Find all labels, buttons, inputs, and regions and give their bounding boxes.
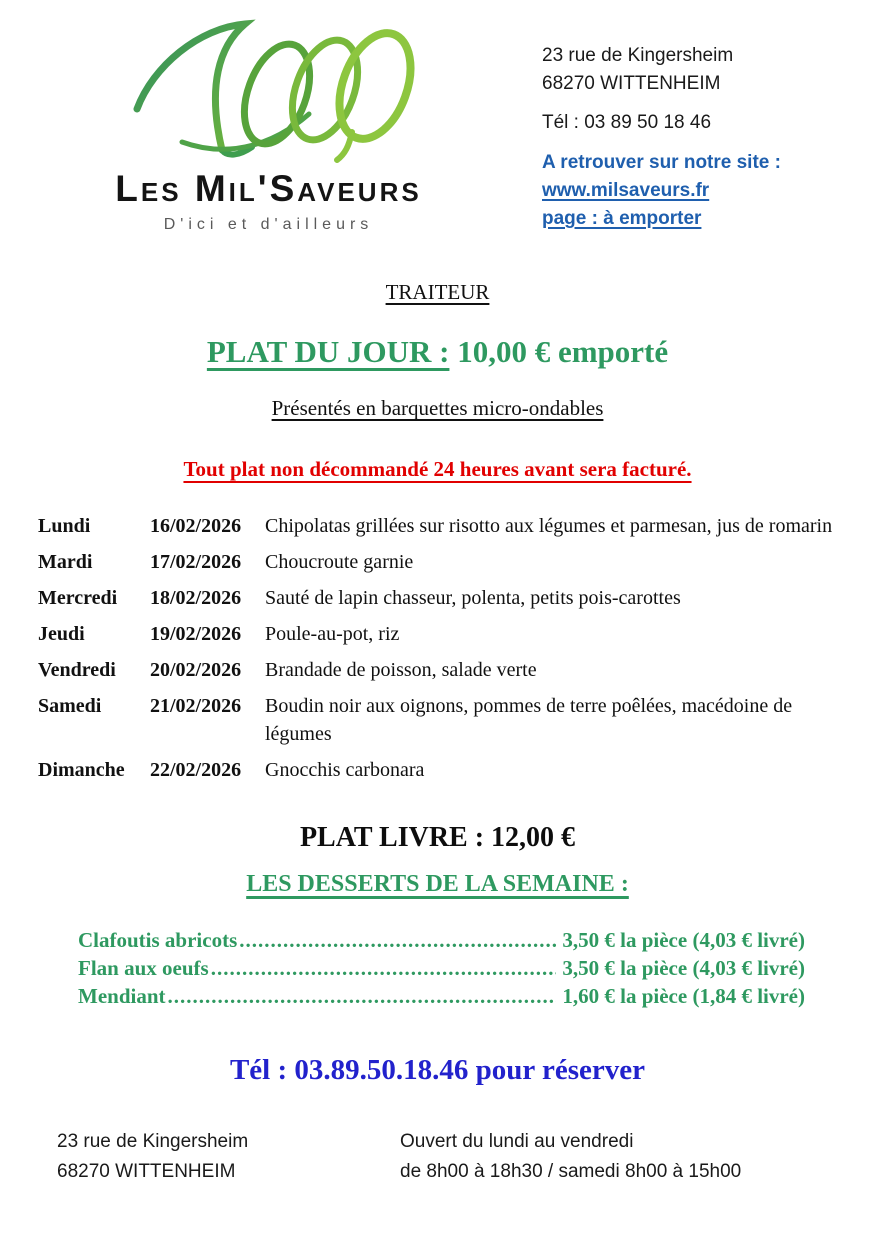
dot-leader [168,982,557,1010]
dessert-name: Clafoutis abricots [78,928,238,952]
dessert-row [78,982,805,1010]
menu-day: Vendredi [38,659,116,681]
dessert-row [78,954,805,982]
menu-date: 21/02/2026 [150,695,242,717]
menu-dish: Brandade de poisson, salade verte [265,659,537,681]
reservation-phone: Tél : 03.89.50.18.46 pour réserver [229,1054,646,1086]
plat-du-jour-heading [0,334,875,370]
menu-day: Mercredi [38,587,118,609]
menu-date: 17/02/2026 [150,551,242,573]
menu-date: 22/02/2026 [150,759,242,781]
menu-day: Lundi [38,515,91,537]
brand-logo-swirl-icon [127,14,427,164]
footer-hours-line1: Ouvert du lundi au vendredi [400,1131,634,1152]
desserts-list [0,926,875,1010]
plat-du-jour-price: 10,00 € emporté [449,334,669,369]
footer-address-line2: 68270 WITTENHEIM [57,1161,236,1182]
footer-address-line1: 23 rue de Kingersheim [57,1131,249,1152]
menu-dish: Sauté de lapin chasseur, polenta, petits pois-carottes [265,587,681,609]
contact-phone: Tél : 03 89 50 18 46 [542,112,712,133]
contact-block [542,14,875,234]
packaging-note: Présentés en barquettes micro-ondables [271,396,604,420]
dessert-price: 3,50 € la pièce (4,03 € livré) [562,928,805,952]
section-title: TRAITEUR [385,280,490,304]
dessert-row [78,926,805,954]
footer [0,1127,875,1187]
contact-address-line1: 23 rue de Kingersheim [542,45,734,66]
menu-day: Dimanche [38,759,125,781]
menu-date: 18/02/2026 [150,587,242,609]
contact-address-line2: 68270 WITTENHEIM [542,73,721,94]
menu-dish: Boudin noir aux oignons, pommes de terre poêlées, macédoine de légumes [265,695,793,745]
dot-leader [239,926,556,954]
plat-du-jour-label: PLAT DU JOUR : [206,334,450,369]
header [0,0,875,234]
dot-leader [211,954,557,982]
plat-livre-heading: PLAT LIVRE : 12,00 € [299,822,576,853]
menu-dish: Gnocchis carbonara [265,759,425,781]
menu-day: Samedi [38,695,102,717]
dessert-price: 1,60 € la pièce (1,84 € livré) [562,984,805,1008]
site-page-link[interactable]: page : à emporter [542,208,702,229]
cancellation-notice: Tout plat non décommandé 24 heures avant sera facturé. [183,457,692,481]
footer-hours-line2: de 8h00 à 18h30 / samedi 8h00 à 15h00 [400,1161,742,1182]
menu-date: 16/02/2026 [150,515,242,537]
menu-date: 19/02/2026 [150,623,242,645]
menu-dish: Chipolatas grillées sur risotto aux légumes et parmesan, jus de romarin [265,515,833,537]
menu-dish: Choucroute garnie [265,551,414,573]
dessert-name: Flan aux oeufs [78,956,209,980]
menu-day: Mardi [38,551,93,573]
menu-date: 20/02/2026 [150,659,242,681]
site-intro: A retrouver sur notre site : [542,152,781,173]
brand-tagline: D'ici et d'ailleurs [163,216,374,233]
dessert-name: Mendiant [78,984,166,1008]
brand-wordmark: Les Mil'Saveurs [115,168,422,209]
menu-dish: Poule-au-pot, riz [265,623,400,645]
menu-day: Jeudi [38,623,85,645]
dessert-price: 3,50 € la pièce (4,03 € livré) [562,956,805,980]
desserts-title: LES DESSERTS DE LA SEMAINE : [246,871,629,897]
site-url-link[interactable]: www.milsaveurs.fr [542,180,710,201]
weekly-menu-table [0,512,875,784]
brand-block [0,14,480,234]
